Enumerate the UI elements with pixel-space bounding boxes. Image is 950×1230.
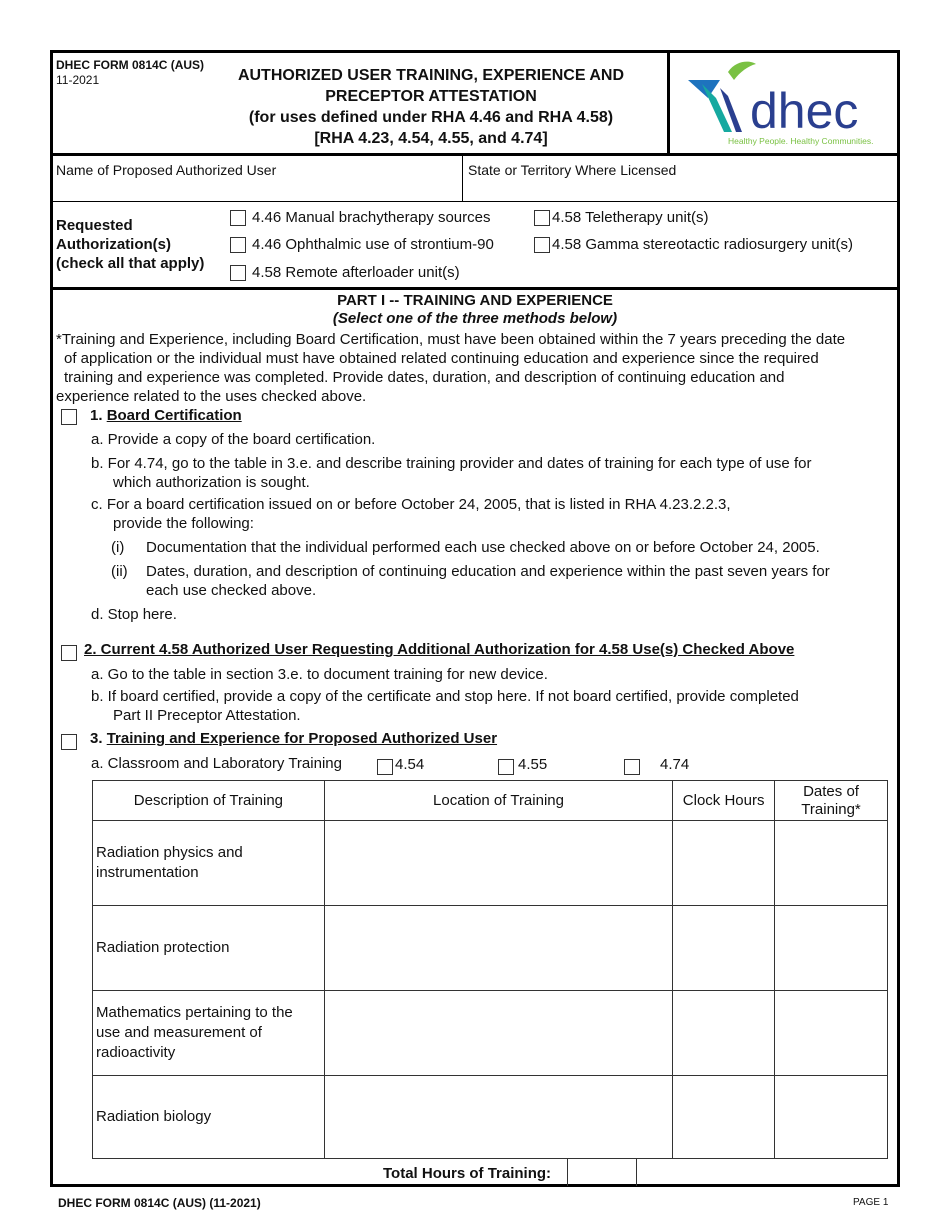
method1-sub-i: Documentation that the individual performed each use checked above on or before October 24, 2005. [146,539,820,556]
location-cell[interactable] [324,906,672,991]
method1-sub-ii: Dates, duration, and description of continuing education and experience within the past seven years for each use checked above. [146,563,830,599]
dhec-logo-mark [680,58,890,150]
option-4-54-label: 4.54 [395,756,425,773]
method1-sub-i-num: (i) [111,539,125,556]
divider [50,201,900,202]
method3-heading: 3. Training and Experience for Proposed Authorized User [90,730,498,747]
dates-cell[interactable] [775,821,888,906]
part1-note: *Training and Experience, including Board Certification, must have been obtained within the 7 years preceding the date of application or the individual must have obtained related continuing education and experience since the required training and experience was completed. Provide dates, duration, and description of continuing education and experience related to the uses checked above. [56,331,846,405]
auth-option-label: 4.46 Manual brachytherapy sources [252,209,491,226]
auth-option-label: 4.58 Teletherapy unit(s) [552,209,709,226]
column-header: Location of Training [324,781,672,821]
table-header-row [93,781,888,821]
dhec-logo [680,58,890,150]
clock-hours-cell[interactable] [673,1076,775,1159]
clock-hours-cell[interactable] [673,821,775,906]
logo-wordmark: dhec [750,83,859,139]
form-id: DHEC FORM 0814C (AUS) [56,58,205,72]
auth-option-label: 4.58 Remote afterloader unit(s) [252,264,460,281]
method3-checkbox[interactable] [61,734,77,750]
leaf-icon [728,62,756,80]
training-description: Radiation protection [93,906,325,991]
dates-cell[interactable] [775,1076,888,1159]
clock-hours-cell[interactable] [673,906,775,991]
method1-sub-ii-num: (ii) [111,563,128,580]
method2-checkbox[interactable] [61,645,77,661]
location-cell[interactable] [324,821,672,906]
part1-title: PART I -- TRAINING AND EXPERIENCE [337,292,613,309]
checkbox-4-55[interactable] [498,759,514,775]
total-hours-label: Total Hours of Training: [383,1165,552,1182]
method1-checkbox[interactable] [61,409,77,425]
logo-tagline: Healthy People. Healthy Communities. [728,136,874,146]
table-row [93,991,888,1076]
checkbox-4-54[interactable] [377,759,393,775]
auth-option-label: 4.58 Gamma stereotactic radiosurgery unit(s) [552,236,853,253]
logo-shape [688,80,720,98]
footer-form-id: DHEC FORM 0814C (AUS) (11-2021) [58,1196,261,1210]
name-label: Name of Proposed Authorized User [56,162,277,178]
auth-checkbox-gamma-stereotactic[interactable] [534,237,550,253]
method1-item-a: a. Provide a copy of the board certification. [91,431,376,448]
form-date: 11-2021 [56,73,100,87]
method1-item-b: b. For 4.74, go to the table in 3.e. and describe training provider and dates of training for each type of use for which authorization is sought. [91,455,812,491]
divider [50,287,900,290]
location-cell[interactable] [324,991,672,1076]
option-4-55-label: 4.55 [518,756,548,773]
divider [50,153,900,156]
method1-item-c: c. For a board certification issued on or before October 24, 2005, that is listed in RHA 4.23.2.2.3, provide the following: [91,496,731,532]
dates-cell[interactable] [775,906,888,991]
column-header: Dates of Training* [775,781,888,821]
table-row [93,821,888,906]
divider [462,155,463,202]
method2-heading: 2. Current 4.58 Authorized User Requesting Additional Authorization for 4.58 Use(s) Checked Above [84,641,795,658]
auth-checkbox-manual-brachytherapy[interactable] [230,210,246,226]
training-description: Radiation biology [93,1076,325,1159]
page-number: PAGE 1 [853,1197,889,1208]
column-header: Clock Hours [673,781,775,821]
training-description: Radiation physics and instrumentation [93,821,325,906]
name-input[interactable] [54,180,459,200]
total-hours-input[interactable] [567,1158,637,1186]
table-row [93,906,888,991]
training-description: Mathematics pertaining to the use and measurement of radioactivity [93,991,325,1076]
method1-heading: 1. Board Certification [90,407,242,424]
divider [667,50,670,154]
auth-checkbox-ophthalmic-strontium[interactable] [230,237,246,253]
auth-checkbox-remote-afterloader[interactable] [230,265,246,281]
part1-subtitle: (Select one of the three methods below) [332,310,618,327]
auth-checkbox-teletherapy[interactable] [534,210,550,226]
training-table [92,780,888,1159]
method2-item-b: b. If board certified, provide a copy of the certificate and stop here. If not board certified, provide completed Part II Preceptor Attestation. [91,688,799,724]
checkbox-4-74[interactable] [624,759,640,775]
clock-hours-cell[interactable] [673,991,775,1076]
method1-item-d: d. Stop here. [91,606,177,623]
table-row [93,1076,888,1159]
location-cell[interactable] [324,1076,672,1159]
state-label: State or Territory Where Licensed [468,162,677,178]
dates-cell[interactable] [775,991,888,1076]
method3-item-a: a. Classroom and Laboratory Training [91,755,342,772]
state-input[interactable] [466,180,896,200]
column-header: Description of Training [93,781,325,821]
page-title: AUTHORIZED USER TRAINING, EXPERIENCE AND PRECEPTOR ATTESTATION (for uses defined under RHA 4.46 and RHA 4.58) [RHA 4.23, 4.54, 4.55, and 4.74] [237,67,625,147]
authorization-label: Requested Authorization(s) (check all that apply) [56,217,205,272]
method2-item-a: a. Go to the table in section 3.e. to document training for new device. [91,666,548,683]
option-4-74-label: 4.74 [660,756,690,773]
auth-option-label: 4.46 Ophthalmic use of strontium-90 [252,236,494,253]
